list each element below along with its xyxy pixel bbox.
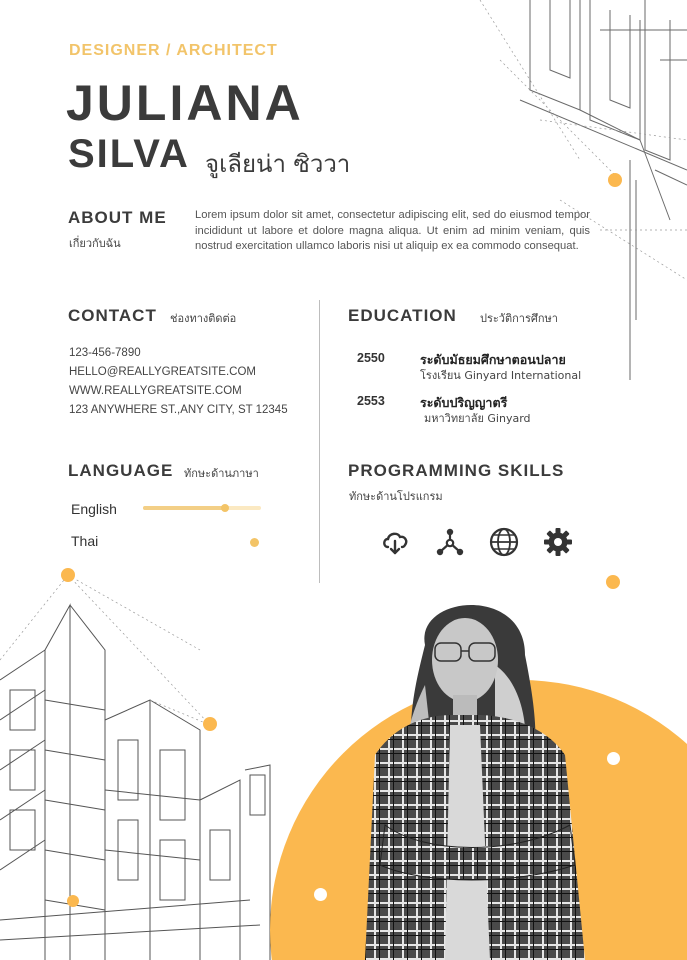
language-level-fill bbox=[143, 506, 226, 510]
accent-dot bbox=[67, 895, 79, 907]
accent-dot bbox=[606, 575, 620, 589]
contact-website[interactable]: WWW.REALLYGREATSITE.COM bbox=[69, 385, 242, 397]
skills-heading: PROGRAMMING SKILLS bbox=[348, 461, 565, 480]
language-level-marker bbox=[221, 504, 229, 512]
architecture-sketch-bottom-left bbox=[0, 570, 300, 960]
language-name: English bbox=[71, 501, 117, 517]
contact-heading-thai: ช่องทางติดต่อ bbox=[170, 312, 237, 325]
education-school: โรงเรียน Ginyard International bbox=[420, 369, 582, 382]
language-heading-thai: ทักษะด้านภาษา bbox=[184, 467, 259, 480]
education-heading-thai: ประวัติการศึกษา bbox=[480, 312, 558, 325]
education-year: 2550 bbox=[357, 351, 385, 365]
accent-dot bbox=[203, 717, 217, 731]
accent-dot bbox=[608, 173, 622, 187]
skills-heading-thai: ทักษะด้านโปรแกรม bbox=[349, 490, 443, 503]
about-text: Lorem ipsum dolor sit amet, consectetur adipiscing elit, sed do eiusmod tempor incididunt ut labore et dolore magna aliqua. Ut enim ad minim veniam, quis nostrud exercitation ullamco laboris nisi ut aliquip ex ea commodo consequat. bbox=[195, 209, 590, 252]
first-name: JULIANA bbox=[66, 75, 304, 131]
language-heading: LANGUAGE bbox=[68, 461, 174, 480]
education-degree: ระดับปริญญาตรี bbox=[420, 395, 508, 410]
globe-icon bbox=[489, 527, 519, 557]
portrait-photo bbox=[355, 575, 595, 960]
about-heading-thai: เกี่ยวกับฉัน bbox=[69, 237, 121, 250]
gear-icon bbox=[543, 527, 573, 557]
last-name: SILVA bbox=[68, 132, 190, 176]
thai-name: จูเลียน่า ซิววา bbox=[205, 150, 351, 178]
cloud-download-icon bbox=[380, 527, 410, 557]
column-divider bbox=[319, 300, 320, 583]
accent-dot bbox=[61, 568, 75, 582]
language-level-bar bbox=[143, 506, 261, 510]
language-level-marker bbox=[250, 538, 259, 547]
contact-heading: CONTACT bbox=[68, 306, 157, 325]
white-dot bbox=[314, 888, 327, 901]
education-school: มหาวิทยาลัย Ginyard bbox=[424, 412, 531, 425]
white-dot bbox=[607, 752, 620, 765]
education-year: 2553 bbox=[357, 394, 385, 408]
language-name: Thai bbox=[71, 533, 99, 549]
contact-phone: 123-456-7890 bbox=[69, 347, 141, 359]
network-icon bbox=[435, 527, 465, 557]
contact-email[interactable]: HELLO@REALLYGREATSITE.COM bbox=[69, 366, 256, 378]
education-heading: EDUCATION bbox=[348, 306, 457, 325]
about-heading: ABOUT ME bbox=[68, 208, 167, 227]
education-degree: ระดับมัธยมศึกษาตอนปลาย bbox=[420, 352, 566, 367]
contact-address: 123 ANYWHERE ST.,ANY CITY, ST 12345 bbox=[69, 404, 288, 416]
job-title: DESIGNER / ARCHITECT bbox=[69, 42, 278, 59]
